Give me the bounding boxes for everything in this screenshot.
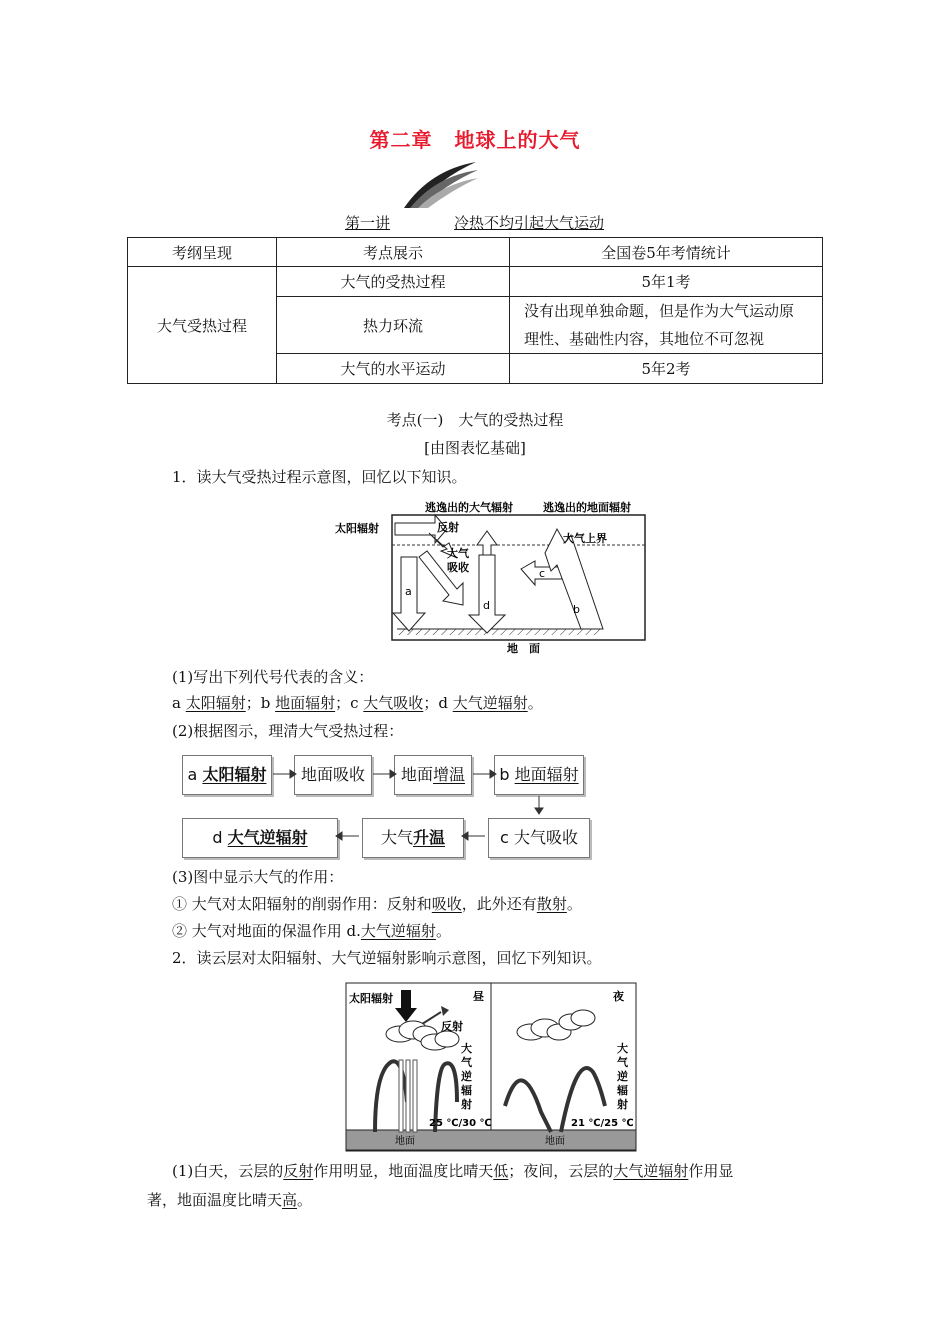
question-1: 1．读大气受热过程示意图，回忆以下知识。 [172,468,467,486]
svg-text:气: 气 [461,1056,472,1069]
label-escape-atm: 逃逸出的大气辐射 [425,501,513,514]
sub-question-1: (1)写出下列代号代表的含义： [172,668,374,686]
label-day: 昼 [473,990,484,1003]
label-b: b [573,603,580,616]
section-title: 考点(一) 大气的受热过程 [386,411,564,429]
answer-back-radiation: 大气逆辐射 [360,922,436,940]
svg-text:逆: 逆 [617,1070,628,1083]
svg-text:射: 射 [461,1098,472,1111]
answer-paragraph-line-1: (1)白天，云层的反射作用明显，地面温度比晴天低；夜间，云层的大气逆辐射作用显 [172,1162,734,1180]
label-absorb: 大气 [447,547,469,560]
answer-b: 地面辐射 [275,694,336,712]
table-cell: 没有出现单独命题，但是作为大气运动原理性、基础性内容，其地位不可忽视 [510,297,823,354]
svg-text:辐: 辐 [461,1084,472,1097]
label-night: 夜 [613,990,624,1003]
svg-text:大: 大 [617,1042,628,1055]
svg-text:大: 大 [461,1042,472,1055]
label-reflect: 反射 [437,521,459,534]
answer-line-1: a 太阳辐射；b 地面辐射；c 大气吸收；d 大气逆辐射。 [172,694,543,712]
label-solar: 太阳辐射 [335,522,379,535]
svg-text:逆: 逆 [461,1070,472,1083]
answer-absorb: 吸收 [431,895,462,913]
table-cell: 大气的水平运动 [277,354,510,384]
table-header: 全国卷5年考情统计 [510,238,823,267]
label-ground: 地 面 [507,642,540,655]
sub-question-3: (3)图中显示大气的作用： [172,868,344,886]
table-cell: 5年1考 [510,267,823,297]
label-top: 大气上界 [563,532,607,545]
flow-box-back-radiation: d 大气逆辐射 [182,818,338,858]
label-night-temp: 21 ℃/25 ℃ [571,1118,634,1129]
chapter-name: 地球上的大气 [454,128,581,152]
flow-box-atm-absorb: c 大气吸收 [488,818,590,858]
table-group-cell: 大气受热过程 [128,267,277,384]
answer-paragraph-line-2: 著，地面温度比晴天高。 [147,1191,313,1209]
label-solar-2: 太阳辐射 [349,992,393,1005]
lecture-heading [345,212,604,233]
flow-box-ground-absorb: 地面吸收 [294,755,372,795]
flow-box-ground-warm: 地面增温 [394,755,472,795]
answer-scatter: 散射 [536,895,567,913]
label-a: a [405,585,412,598]
flow-box-atm-warm: 大气升温 [362,818,464,858]
chapter-title [0,124,950,153]
svg-text:气: 气 [617,1056,628,1069]
flow-arrows [180,750,600,870]
lecture-label: 第一讲 [345,214,391,232]
label-ground-night: 地面 [545,1136,565,1147]
answer-c: 大气吸收 [363,694,424,712]
label-day-temp: 25 ℃/30 ℃ [429,1118,492,1129]
answer-a: 太阳辐射 [185,694,246,712]
subsection-title: [由图表忆基础] [424,439,526,457]
label-reflect-2: 反射 [441,1020,463,1033]
table-header: 考纲呈现 [128,238,277,267]
sub-question-2: (2)根据图示，理清大气受热过程： [172,722,404,740]
flow-box-ground-radiation: b 地面辐射 [494,755,584,795]
table-cell: 热力环流 [277,297,510,354]
flow-box-solar: a 太阳辐射 [182,755,272,795]
table-header: 考点展示 [277,238,510,267]
effect-line-1: ① 大气对太阳辐射的削弱作用：反射和吸收，此外还有散射。 [172,895,582,913]
table-cell: 5年2考 [510,354,823,384]
label-absorb-2: 吸收 [447,561,469,574]
answer-d: 大气逆辐射 [452,694,528,712]
decorative-swoosh-icon [400,160,480,212]
table-cell: 大气的受热过程 [277,267,510,297]
label-d: d [483,599,490,612]
chapter-number: 第二章 [369,128,433,152]
svg-text:射: 射 [617,1098,628,1111]
effect-line-2: ② 大气对地面的保温作用 d.大气逆辐射。 [172,922,451,940]
cloud-effect-diagram [345,982,637,1152]
lecture-title: 冷热不均引起大气运动 [454,214,605,232]
label-escape-ground: 逃逸出的地面辐射 [543,501,631,514]
question-2: 2．读云层对太阳辐射、大气逆辐射影响示意图，回忆下列知识。 [172,949,602,967]
exam-outline-table [127,237,823,384]
label-ground-day: 地面 [395,1136,415,1147]
label-c: c [539,567,546,580]
svg-text:辐: 辐 [617,1084,628,1097]
heating-process-diagram [335,495,655,660]
